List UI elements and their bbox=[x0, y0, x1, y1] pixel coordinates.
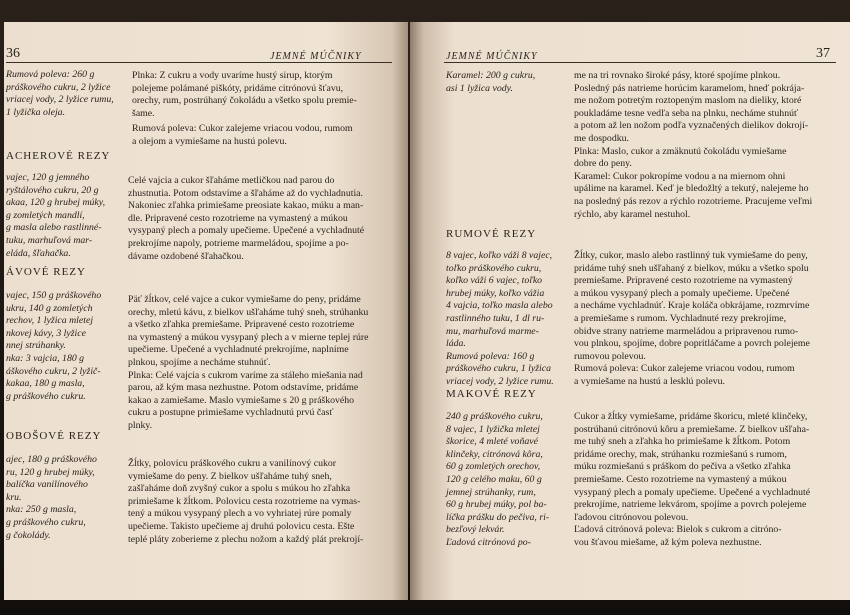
method-makove: Cukor a žĺtky vymiešame, pridáme škoricu, mleté klinčeky, postrúhanú citrónovú kôru a premiešame. Z bielkov ušľaha- me tuhý sneh a zľahka ho primiešame k žĺtkom. Potom pridáme orechy, mak, strúhanku rozmiešanú s rumom, múku rozmiešanú s práškom do pečiva a všetko zľahka premiešame. Cesto rozotrieme na vymastený a múkou vysypaný plech a pomaly upečieme. Upečené a vychladnuté prekrojíme, natrieme lekvárom, spojíme a povrch polejeme ľadovou citrónovou polevou. Ľadová citrónová poleva: Bielok s cukrom a citróno- vou šťavou miešame, až kým poleva nezhustne. bbox=[574, 411, 811, 548]
recipe-title-3: OBOŠOVÉ REZY bbox=[6, 430, 102, 442]
method-top-left: Plnka: Z cukru a vody uvaríme hustý sirup, ktorým polejeme polámané piškóty, pridáme citrónovú šťavu, orechy, rum, postrúhaný čokoládu a všetko spolu premie- šame. Rumová poleva: Cukor zalejeme vriacou vodou, rumom a olejom a vymiešame na hustú polevu. bbox=[132, 70, 357, 147]
recipe-title-2: ÁVOVÉ REZY bbox=[6, 266, 86, 278]
right-page bbox=[410, 22, 850, 600]
header-rule-left bbox=[6, 62, 392, 63]
recipe-title-makove: MAKOVÉ REZY bbox=[446, 388, 537, 400]
method-1: Celé vajcia a cukor šľaháme metličkou nad parou do zhustnutia. Potom odstavíme a šľaháme až do vychladnutia. Nakoniec zľahka primiešame preosiate kakao, múku a man- dle. Pripravené cesto rozotrieme na vymastený a múkou vysypaný plech a pomaly upečieme. Upečené a vychladnuté prekrojíme napoly, potrieme marmeládou, spojíme a po- dávame ozdobené šľahačkou. bbox=[128, 175, 365, 262]
recipe-title-1: ACHEROVÉ REZY bbox=[6, 150, 111, 162]
recipe-title-rumove: RUMOVÉ REZY bbox=[446, 228, 537, 240]
ingredients-3: ajec, 180 g práškového ru, 120 g hrubej múky, balíčka vanilínového kru. nka: 250 g masla, g práškového cukru, g čokolády. bbox=[6, 454, 97, 541]
ingredients-2: vajec, 150 g práškového ukru, 140 g zomletých rechov, 1 lyžica mletej nkovej kávy, 3 lyžice nnej strúhanky. nka: 3 vajcia, 180 g áškového cukru, 2 lyžič- kakaa, 180 g masla, g práškového cukru. bbox=[6, 290, 102, 402]
ingredients-1: vajec, 120 g jemného ryštálového cukru, 20 g akaa, 120 g hrubej múky, g zomletých mandlí, g masla alebo rastlinné- tuku, marhuľová mar- eláda, šľahačka. bbox=[6, 172, 106, 259]
method-top-right: me na tri rovnako široké pásy, ktoré spojíme plnkou. Posledný pás natrieme horúcim karamelom, hneď pokrája- me nožom potretým roztopeným maslom na dieliky, ktoré poukladáme tesne vedľa seba na plnku, necháme stuhnúť a potom až len nožom podľa vyznačených dielikov dokrojí- me dospodku. Plnka: Maslo, cukor a zmäknutú čokoládu vymiešame dobre do peny. Karamel: Cukor pokropíme vodou a na miernom ohni upálime na karamel. Keď je bledožltý a tekutý, nalejeme ho na posledný pás rezov a rýchlo rozotrieme. Pracujeme veľmi rýchlo, aby karamel nestuhol. bbox=[574, 70, 813, 220]
ingredients-makove: 240 g práškového cukru, 8 vajec, 1 lyžička mletej škorice, 4 mleté voňavé klinčeky, citrónová kôra, 60 g zomletých orechov, 120 g celého maku, 60 g jemnej strúhanky, rum, 60 g hrubej múky, pol ba- líčka prášku do pečiva, ri- bezľový lekvár. Ľadová citrónová po- bbox=[446, 411, 550, 548]
page-number-left: 36 bbox=[6, 46, 20, 61]
header-rule-right bbox=[444, 62, 836, 63]
method-3: Žĺtky, polovicu práškového cukru a vanilínový cukor vymiešame do peny. Z bielkov ušľaháme tuhý sneh, zašľaháme doň zvyšný cukor a spolu s múkou ho zľahka primiešame k žĺtkom. Polovicu cesta rozotrieme na vymas- tený a múkou vysypaný plech a vo vyhriatej rúre pomaly upečieme. Takisto upečieme aj druhú polovicu cesta. Ešte teplé pláty zoberieme z plechu nožom a každý plát prekrojí- bbox=[128, 458, 364, 545]
running-head-right: JEMNÉ MÚČNIKY bbox=[446, 51, 538, 62]
left-page bbox=[4, 22, 408, 600]
method-2: Päť žĺtkov, celé vajce a cukor vymiešame do peny, pridáme orechy, mletú kávu, z bielkov ušľaháme tuhý sneh, strúhanku a všetko zľahka premiešame. Pripravené cesto rozotrieme na vymastený a múkou vysypaný plech a v mierne teplej rúre upečieme. Upečené a vychladnuté prekrojíme, naplníme plnkou, spojíme a necháme stuhnúť. Plnka: Celé vajcia s cukrom varíme za stáleho miešania nad parou, až kým masa nezhustne. Potom odstavíme, pridáme kakao a zamiešame. Maslo vymiešame s 20 g práškového cukru a postupne primiešame vychladnutú prvú časť plnky. bbox=[128, 294, 369, 431]
running-head-left: JEMNÉ MÚČNIKY bbox=[270, 51, 362, 62]
page-number-right: 37 bbox=[816, 46, 830, 61]
method-rumove: Žĺtky, cukor, maslo alebo rastlinný tuk vymiešame do peny, pridáme tuhý sneh ušľahaný z bielkov, múku a všetko spolu premiešame. Pripravené cesto rozotrieme na vymastený a múkou vysypaný plech a pomaly upečieme. Upečené a necháme vychladnúť. Kraje koláča obkrájame, rozmrvíme a premiešame s rumom. Vychladnuté rezy prekrojíme, obidve strany natrieme marmeládou a pripravenou rumo- vou plnkou, spojíme, dobre popritláčame a povrch polejeme rumovou polevou. Rumová poleva: Cukor zalejeme vriacou vodou, rumom a vymiešame na hustú a lesklú polevu. bbox=[574, 250, 810, 387]
ingredients-rumove: 8 vajec, koľko váži 8 vajec, toľko práškového cukru, koľko váži 6 vajec, toľko hrubej múky, koľko vážia 4 vajcia, toľko masla alebo rastlinného tuku, 1 dl ru- mu, marhuľová marme- láda. Rumová poleva: 160 g práškového cukru, 1 lyžica vriacej vody, 2 lyžice rumu. bbox=[446, 250, 554, 387]
ingredients-top-left: Rumová poleva: 260 g práškového cukru, 2 lyžice vriacej vody, 2 lyžice rumu, 1 lyžička oleja. bbox=[6, 69, 114, 118]
ingredients-top-right: Karamel: 200 g cukru, asi 1 lyžica vody. bbox=[446, 70, 536, 94]
